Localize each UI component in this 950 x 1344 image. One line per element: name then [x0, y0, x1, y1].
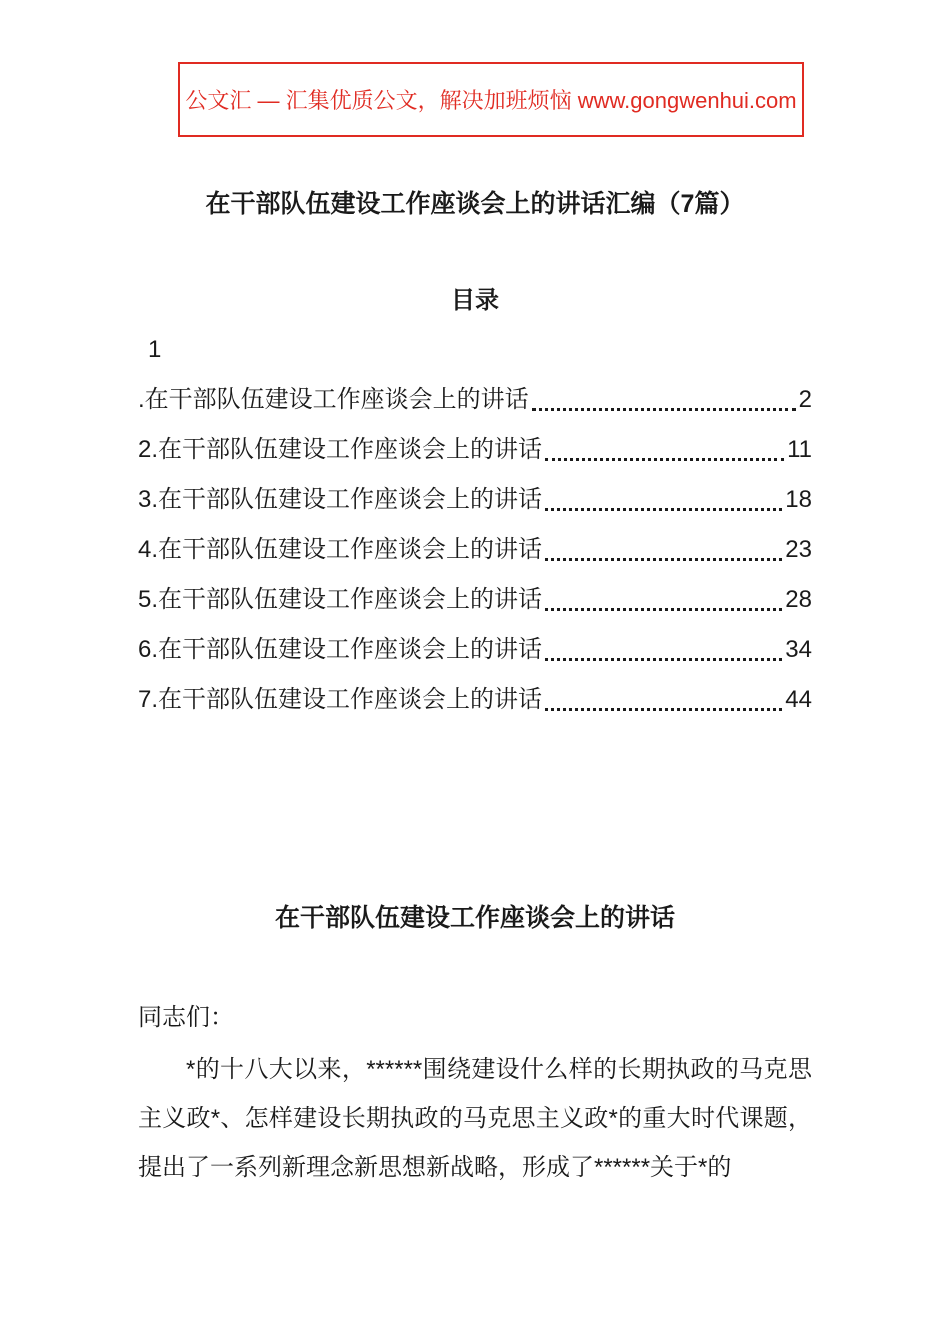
- page-content: [0, 190, 950, 1192]
- toc-leader-dots: [542, 425, 787, 475]
- body-paragraph: *的十八大以来，******围绕建设什么样的长期执政的马克思主义政*、怎样建设长期执政的马克思主义政*的重大时代课题，提出了一系列新理念新思想新战略，形成了******关于*的: [138, 1056, 812, 1181]
- toc-leader-dots: [542, 475, 785, 525]
- toc-item: [138, 575, 812, 625]
- toc-block: [138, 325, 812, 725]
- salutation: 同志们：: [138, 1004, 234, 1031]
- toc-leader-dots: [542, 625, 785, 675]
- toc-orphan-number: 1: [148, 336, 162, 363]
- section-title: 在干部队伍建设工作座谈会上的讲话: [274, 904, 675, 932]
- toc-item-page: 18: [785, 486, 812, 513]
- toc-item-page: 34: [785, 636, 812, 663]
- toc-item-page: 11: [787, 436, 812, 463]
- toc-item-page: 23: [785, 536, 812, 563]
- toc-item-label: .在干部队伍建设工作座谈会上的讲话: [138, 386, 529, 413]
- toc-heading: 目录: [451, 287, 499, 314]
- document-title: 在干部队伍建设工作座谈会上的讲话汇编（7篇）: [205, 190, 745, 218]
- toc-item-label: 4.在干部队伍建设工作座谈会上的讲话: [138, 536, 543, 563]
- watermark-box: [178, 62, 804, 137]
- toc-leader-dots: [529, 375, 799, 425]
- toc-item-label: 5.在干部队伍建设工作座谈会上的讲话: [138, 586, 543, 613]
- toc-leader-dots: [542, 675, 785, 725]
- toc-item-label: 3.在干部队伍建设工作座谈会上的讲话: [138, 486, 543, 513]
- toc-item: [138, 375, 812, 425]
- toc-item: [138, 675, 812, 725]
- toc-item: [138, 525, 812, 575]
- toc-item-page: 44: [785, 686, 812, 713]
- toc-item-label: 2.在干部队伍建设工作座谈会上的讲话: [138, 436, 543, 463]
- toc-leader-dots: [542, 575, 785, 625]
- toc-item-page: 2: [798, 386, 812, 413]
- toc-item-label: 6.在干部队伍建设工作座谈会上的讲话: [138, 636, 543, 663]
- toc-leader-dots: [542, 525, 785, 575]
- toc-item: [138, 625, 812, 675]
- toc-list: [138, 375, 812, 725]
- toc-item: [138, 475, 812, 525]
- toc-item: [138, 425, 812, 475]
- watermark-text: 公文汇 — 汇集优质公文，解决加班烦恼 www.gongwenhui.com: [185, 88, 797, 113]
- toc-item-page: 28: [785, 586, 812, 613]
- toc-item-label: 7.在干部队伍建设工作座谈会上的讲话: [138, 686, 543, 713]
